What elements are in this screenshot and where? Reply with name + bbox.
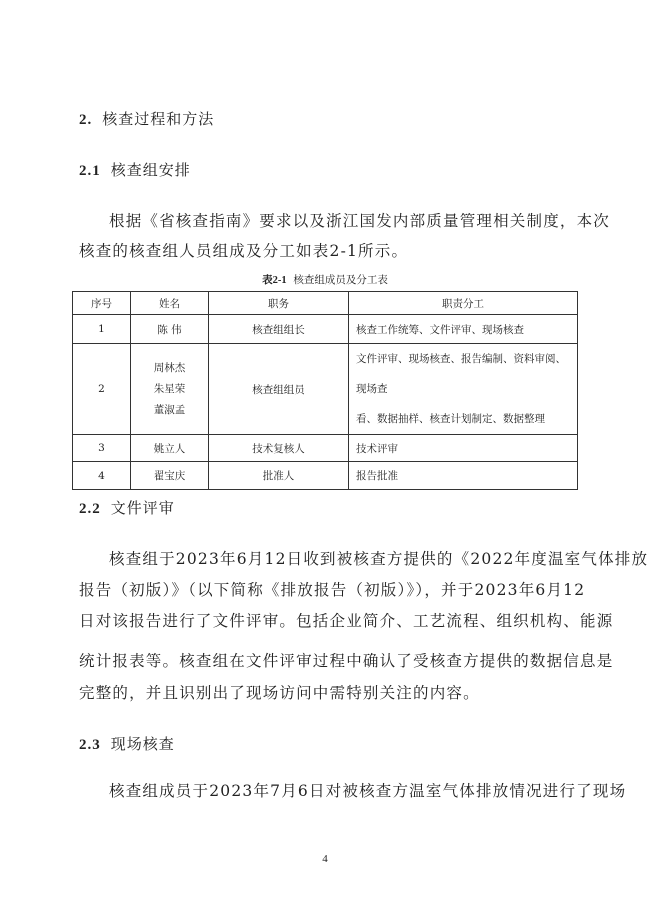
paragraph-line: 日对该报告进行了文件评审。包括企业简介、工艺流程、组织机构、能源 bbox=[79, 612, 614, 630]
paragraph-line: 核查组成员于2023年7月6日对被核查方温室气体排放情况进行了现场 bbox=[109, 782, 627, 800]
paragraph-line: 报告（初版）》（以下简称《排放报告（初版）》），并于2023年6月12 bbox=[79, 581, 586, 599]
cell-duty: 报告批准 bbox=[349, 462, 578, 490]
table-row bbox=[73, 344, 578, 435]
cell-role: 核查组组员 bbox=[209, 344, 349, 435]
paragraph-line: 统计报表等。核查组在文件评审过程中确认了受核查方提供的数据信息是 bbox=[79, 652, 614, 670]
cell-no: 2 bbox=[73, 344, 131, 435]
paragraph-line: 核查的核查组人员组成及分工如表2-1所示。 bbox=[79, 242, 409, 260]
cell-no: 4 bbox=[73, 462, 131, 490]
cell-role: 批准人 bbox=[209, 462, 349, 490]
team-table bbox=[72, 291, 578, 490]
cell-name: 周林杰 朱星荣 董淑孟 bbox=[131, 344, 209, 435]
cell-no: 3 bbox=[73, 435, 131, 462]
section-heading-2-2: 2.2 文件评审 bbox=[79, 499, 175, 517]
paragraph-line: 核查组于2023年6月12日收到被核查方提供的《2022年度温室气体排放 bbox=[109, 550, 649, 568]
cell-duty: 核查工作统筹、文件评审、现场核查 bbox=[349, 315, 578, 344]
cell-role: 技术复核人 bbox=[209, 435, 349, 462]
header-role: 职务 bbox=[209, 292, 349, 315]
cell-no: 1 bbox=[73, 315, 131, 344]
cell-duty: 技术评审 bbox=[349, 435, 578, 462]
table-caption: 表2-1 核查组成员及分工表 bbox=[262, 274, 388, 286]
section-heading-2-1: 2.1 核查组安排 bbox=[79, 161, 191, 179]
paragraph-line: 完整的，并且识别出了现场访问中需特别关注的内容。 bbox=[79, 684, 480, 702]
header-name: 姓名 bbox=[131, 292, 209, 315]
table-row bbox=[73, 435, 578, 462]
table-row bbox=[73, 315, 578, 344]
header-no: 序号 bbox=[73, 292, 131, 315]
page-number: 4 bbox=[322, 853, 328, 865]
section-heading-2-3: 2.3 现场核查 bbox=[79, 735, 175, 753]
cell-name: 姚立人 bbox=[131, 435, 209, 462]
header-duty: 职责分工 bbox=[349, 292, 578, 315]
table-row bbox=[73, 462, 578, 490]
cell-name: 陈 伟 bbox=[131, 315, 209, 344]
cell-role: 核查组组长 bbox=[209, 315, 349, 344]
section-heading-2: 2. 核查过程和方法 bbox=[79, 110, 215, 128]
table-header-row bbox=[73, 292, 578, 315]
cell-duty: 文件评审、现场核查、报告编制、资料审阅、现场查 看、数据抽样、核查计划制定、数据整理 bbox=[349, 344, 578, 435]
paragraph-line: 根据《省核查指南》要求以及浙江国发内部质量管理相关制度，本次 bbox=[109, 212, 611, 230]
cell-name: 翟宝庆 bbox=[131, 462, 209, 490]
